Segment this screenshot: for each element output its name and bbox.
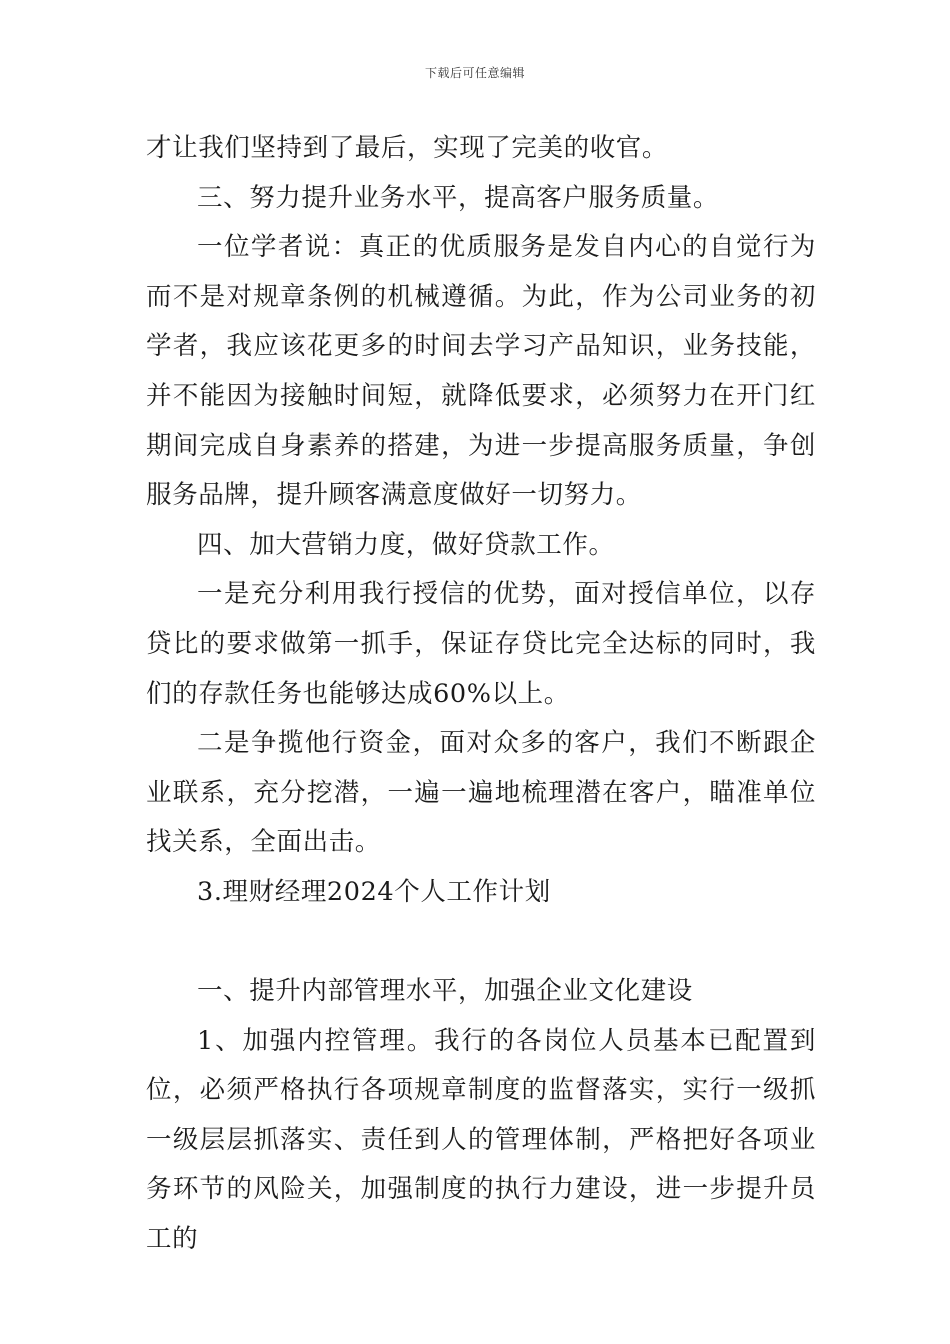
section-heading-3: 三、努力提升业务水平，提高客户服务质量。 (197, 182, 720, 213)
paragraph-attract-funds: 二是争揽他行资金，面对众多的客户，我们不断跟企业联系，充分挖潜，一遍一遍地梳理潜在客户，瞄准单位找关系，全面出击。 (146, 728, 816, 858)
paragraph-continuation: 才让我们坚持到了最后，实现了完美的收官。 (146, 133, 669, 163)
document-subtitle: 3.理财经理2024个人工作计划 (197, 876, 551, 907)
blank-line (146, 918, 816, 968)
section-heading-4: 四、加大营销力度，做好贷款工作。 (197, 529, 615, 560)
paragraph-internal-control: 1、加强内控管理。我行的各岗位人员基本已配置到位，必须严格执行各项规章制度的监督落实，实行一级抓一级层层抓落实、责任到人的管理体制，严格把好各项业务环节的风险关，加强制度的执行力建设，进一步提升员工的 (146, 1025, 816, 1255)
section-heading-1: 一、提升内部管理水平，加强企业文化建设 (197, 976, 693, 1007)
page-header: 下载后可任意编辑 (424, 66, 525, 80)
paragraph-service-quality: 一位学者说：真正的优质服务是发自内心的自觉行为而不是对规章条例的机械遵循。为此，作为公司业务的初学者，我应该花更多的时间去学习产品知识，业务技能，并不能因为接触时间短，就降低要求，必须努力在开门红期间完成自身素养的搭建，为进一步提高服务质量，争创服务品牌，提升顾客满意度做好一切努力。 (146, 232, 816, 511)
document-body (146, 124, 816, 1265)
paragraph-credit-advantage: 一是充分利用我行授信的优势，面对授信单位，以存贷比的要求做第一抓手，保证存贷比完全达标的同时，我们的存款任务也能够达成60%以上。 (146, 579, 816, 709)
